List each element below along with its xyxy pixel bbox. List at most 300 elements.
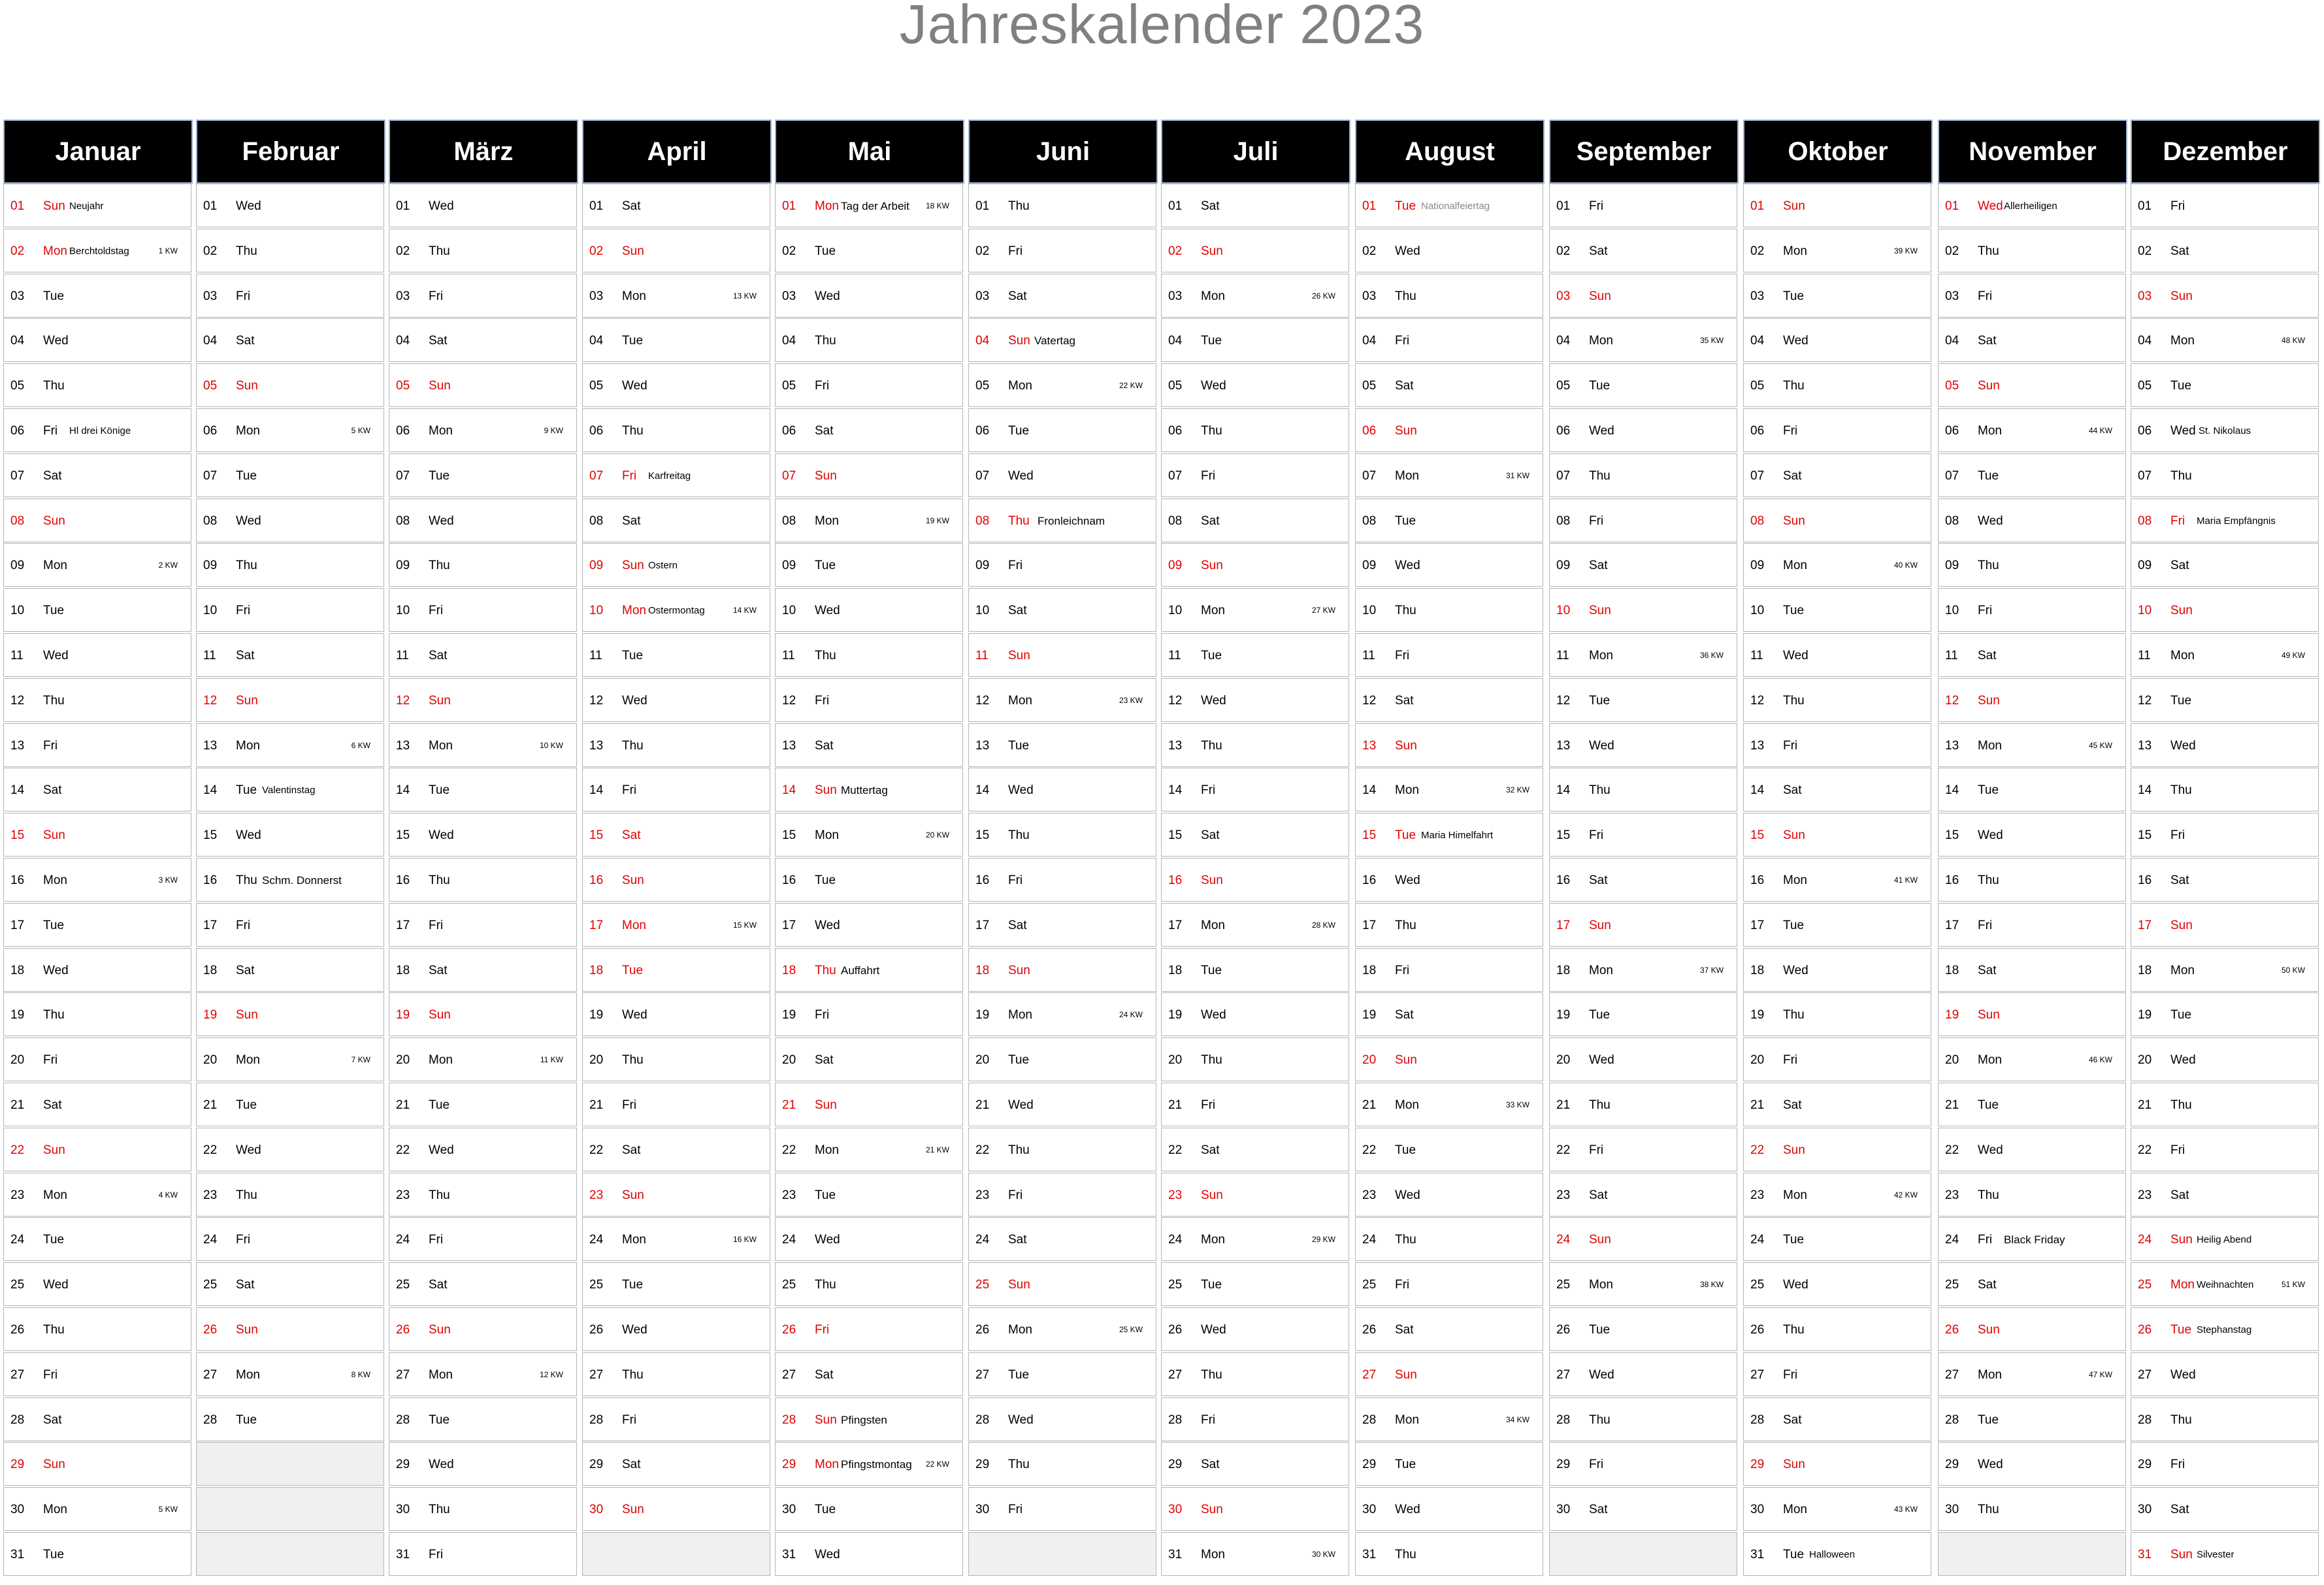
- day-cell[interactable]: [775, 633, 963, 677]
- day-cell[interactable]: [196, 678, 384, 722]
- day-cell[interactable]: [2131, 588, 2319, 632]
- day-cell[interactable]: [1743, 184, 1931, 227]
- day-cell[interactable]: [1355, 363, 1543, 407]
- day-cell[interactable]: [968, 678, 1156, 722]
- day-cell[interactable]: [1549, 408, 1737, 452]
- day-cell[interactable]: [3, 678, 191, 722]
- day-cell[interactable]: [2131, 1442, 2319, 1486]
- day-cell[interactable]: [1938, 453, 2126, 497]
- day-cell[interactable]: [1743, 768, 1931, 811]
- day-cell[interactable]: [1549, 543, 1737, 587]
- day-cell[interactable]: [2131, 1173, 2319, 1217]
- day-cell[interactable]: [3, 1128, 191, 1171]
- day-cell[interactable]: [582, 1083, 770, 1126]
- day-cell[interactable]: [775, 1217, 963, 1261]
- day-cell[interactable]: [775, 813, 963, 857]
- day-cell[interactable]: [1161, 948, 1349, 992]
- day-cell[interactable]: [582, 1397, 770, 1441]
- day-cell[interactable]: [2131, 1487, 2319, 1531]
- day-cell[interactable]: [3, 498, 191, 542]
- day-cell[interactable]: [582, 813, 770, 857]
- day-cell[interactable]: [775, 1532, 963, 1576]
- day-cell[interactable]: [1355, 813, 1543, 857]
- day-cell[interactable]: [389, 858, 577, 902]
- day-cell[interactable]: [1743, 363, 1931, 407]
- day-cell[interactable]: [2131, 408, 2319, 452]
- day-cell[interactable]: [1355, 948, 1543, 992]
- day-cell[interactable]: [1743, 408, 1931, 452]
- day-cell[interactable]: [1938, 1217, 2126, 1261]
- day-cell[interactable]: [196, 633, 384, 677]
- day-cell[interactable]: [1549, 813, 1737, 857]
- day-cell[interactable]: [389, 992, 577, 1036]
- day-cell[interactable]: [1743, 858, 1931, 902]
- day-cell[interactable]: [196, 1128, 384, 1171]
- day-cell[interactable]: [1355, 1307, 1543, 1351]
- day-cell[interactable]: [1743, 1487, 1931, 1531]
- day-cell[interactable]: [1743, 274, 1931, 318]
- day-cell[interactable]: [196, 768, 384, 811]
- day-cell[interactable]: [775, 1173, 963, 1217]
- day-cell[interactable]: [1938, 678, 2126, 722]
- day-cell[interactable]: [3, 363, 191, 407]
- day-cell[interactable]: [1549, 453, 1737, 497]
- day-cell[interactable]: [1938, 184, 2126, 227]
- day-cell[interactable]: [3, 948, 191, 992]
- day-cell[interactable]: [3, 1442, 191, 1486]
- day-cell[interactable]: [1161, 274, 1349, 318]
- day-cell[interactable]: [196, 1038, 384, 1081]
- day-cell[interactable]: [1743, 1217, 1931, 1261]
- day-cell[interactable]: [2131, 1128, 2319, 1171]
- day-cell[interactable]: [1938, 903, 2126, 947]
- day-cell[interactable]: [775, 992, 963, 1036]
- day-cell[interactable]: [1938, 408, 2126, 452]
- day-cell[interactable]: [1938, 723, 2126, 767]
- day-cell[interactable]: [389, 498, 577, 542]
- day-cell[interactable]: [389, 1083, 577, 1126]
- day-cell[interactable]: [196, 948, 384, 992]
- day-cell[interactable]: [582, 723, 770, 767]
- day-cell[interactable]: [582, 903, 770, 947]
- day-cell[interactable]: [196, 363, 384, 407]
- day-cell[interactable]: [1938, 274, 2126, 318]
- day-cell[interactable]: [1161, 229, 1349, 272]
- day-cell[interactable]: [775, 1307, 963, 1351]
- day-cell[interactable]: [3, 1038, 191, 1081]
- day-cell[interactable]: [1355, 1038, 1543, 1081]
- day-cell[interactable]: [389, 1532, 577, 1576]
- day-cell[interactable]: [582, 1038, 770, 1081]
- day-cell[interactable]: [196, 813, 384, 857]
- day-cell[interactable]: [196, 992, 384, 1036]
- day-cell[interactable]: [2131, 1217, 2319, 1261]
- day-cell[interactable]: [1743, 1397, 1931, 1441]
- day-cell[interactable]: [968, 948, 1156, 992]
- day-cell[interactable]: [968, 1307, 1156, 1351]
- day-cell[interactable]: [1549, 588, 1737, 632]
- day-cell[interactable]: [582, 1352, 770, 1396]
- day-cell[interactable]: [775, 1083, 963, 1126]
- day-cell[interactable]: [389, 633, 577, 677]
- day-cell[interactable]: [3, 184, 191, 227]
- day-cell[interactable]: [389, 948, 577, 992]
- day-cell[interactable]: [3, 588, 191, 632]
- day-cell[interactable]: [1938, 768, 2126, 811]
- day-cell[interactable]: [196, 903, 384, 947]
- day-cell[interactable]: [775, 184, 963, 227]
- day-cell[interactable]: [2131, 1083, 2319, 1126]
- day-cell[interactable]: [1549, 318, 1737, 362]
- day-cell[interactable]: [968, 453, 1156, 497]
- day-cell[interactable]: [1549, 184, 1737, 227]
- day-cell[interactable]: [1549, 1352, 1737, 1396]
- day-cell[interactable]: [1161, 992, 1349, 1036]
- day-cell[interactable]: [3, 1217, 191, 1261]
- day-cell[interactable]: [196, 543, 384, 587]
- day-cell[interactable]: [2131, 992, 2319, 1036]
- day-cell[interactable]: [1161, 1217, 1349, 1261]
- day-cell[interactable]: [775, 1038, 963, 1081]
- day-cell[interactable]: [3, 992, 191, 1036]
- day-cell[interactable]: [582, 1217, 770, 1261]
- day-cell[interactable]: [1161, 1262, 1349, 1306]
- day-cell[interactable]: [2131, 1038, 2319, 1081]
- day-cell[interactable]: [968, 1128, 1156, 1171]
- day-cell[interactable]: [2131, 1352, 2319, 1396]
- day-cell[interactable]: [2131, 723, 2319, 767]
- day-cell[interactable]: [1938, 1487, 2126, 1531]
- day-cell[interactable]: [1355, 588, 1543, 632]
- day-cell[interactable]: [196, 1083, 384, 1126]
- day-cell[interactable]: [1355, 1083, 1543, 1126]
- day-cell[interactable]: [775, 453, 963, 497]
- day-cell[interactable]: [968, 1352, 1156, 1396]
- day-cell[interactable]: [582, 1442, 770, 1486]
- day-cell[interactable]: [389, 723, 577, 767]
- day-cell[interactable]: [968, 1397, 1156, 1441]
- day-cell[interactable]: [1161, 318, 1349, 362]
- day-cell[interactable]: [1355, 1397, 1543, 1441]
- day-cell[interactable]: [1549, 1442, 1737, 1486]
- day-cell[interactable]: [968, 992, 1156, 1036]
- day-cell[interactable]: [582, 184, 770, 227]
- day-cell[interactable]: [1743, 633, 1931, 677]
- day-cell[interactable]: [968, 1083, 1156, 1126]
- day-cell[interactable]: [1549, 903, 1737, 947]
- day-cell[interactable]: [389, 1217, 577, 1261]
- day-cell[interactable]: [1161, 1083, 1349, 1126]
- day-cell[interactable]: [3, 723, 191, 767]
- day-cell[interactable]: [1355, 543, 1543, 587]
- day-cell[interactable]: [1549, 858, 1737, 902]
- day-cell[interactable]: [582, 274, 770, 318]
- day-cell[interactable]: [968, 1262, 1156, 1306]
- day-cell[interactable]: [582, 768, 770, 811]
- day-cell[interactable]: [1161, 184, 1349, 227]
- day-cell[interactable]: [1355, 318, 1543, 362]
- day-cell[interactable]: [968, 1038, 1156, 1081]
- day-cell[interactable]: [1355, 903, 1543, 947]
- day-cell[interactable]: [968, 633, 1156, 677]
- day-cell[interactable]: [196, 1352, 384, 1396]
- day-cell[interactable]: [1743, 723, 1931, 767]
- day-cell[interactable]: [1743, 1442, 1931, 1486]
- day-cell[interactable]: [775, 274, 963, 318]
- day-cell[interactable]: [1355, 678, 1543, 722]
- day-cell[interactable]: [2131, 903, 2319, 947]
- day-cell[interactable]: [1743, 1173, 1931, 1217]
- day-cell[interactable]: [775, 408, 963, 452]
- day-cell[interactable]: [1161, 1307, 1349, 1351]
- day-cell[interactable]: [389, 1173, 577, 1217]
- day-cell[interactable]: [582, 318, 770, 362]
- day-cell[interactable]: [2131, 813, 2319, 857]
- day-cell[interactable]: [3, 768, 191, 811]
- day-cell[interactable]: [1549, 1038, 1737, 1081]
- day-cell[interactable]: [3, 274, 191, 318]
- day-cell[interactable]: [775, 678, 963, 722]
- day-cell[interactable]: [1938, 588, 2126, 632]
- day-cell[interactable]: [1161, 408, 1349, 452]
- day-cell[interactable]: [1161, 588, 1349, 632]
- day-cell[interactable]: [2131, 453, 2319, 497]
- day-cell[interactable]: [1355, 498, 1543, 542]
- day-cell[interactable]: [2131, 543, 2319, 587]
- day-cell[interactable]: [389, 229, 577, 272]
- day-cell[interactable]: [1743, 1038, 1931, 1081]
- day-cell[interactable]: [968, 1173, 1156, 1217]
- day-cell[interactable]: [196, 1173, 384, 1217]
- day-cell[interactable]: [2131, 184, 2319, 227]
- day-cell[interactable]: [389, 453, 577, 497]
- day-cell[interactable]: [1549, 1083, 1737, 1126]
- day-cell[interactable]: [1938, 229, 2126, 272]
- day-cell[interactable]: [1743, 992, 1931, 1036]
- day-cell[interactable]: [2131, 678, 2319, 722]
- day-cell[interactable]: [1743, 1128, 1931, 1171]
- day-cell[interactable]: [582, 948, 770, 992]
- day-cell[interactable]: [1549, 678, 1737, 722]
- day-cell[interactable]: [582, 1173, 770, 1217]
- day-cell[interactable]: [1549, 633, 1737, 677]
- day-cell[interactable]: [2131, 1397, 2319, 1441]
- day-cell[interactable]: [1938, 1397, 2126, 1441]
- day-cell[interactable]: [1549, 768, 1737, 811]
- day-cell[interactable]: [1938, 633, 2126, 677]
- day-cell[interactable]: [3, 1352, 191, 1396]
- day-cell[interactable]: [1355, 633, 1543, 677]
- day-cell[interactable]: [1161, 1038, 1349, 1081]
- day-cell[interactable]: [1161, 1532, 1349, 1576]
- day-cell[interactable]: [1938, 1262, 2126, 1306]
- day-cell[interactable]: [1938, 858, 2126, 902]
- day-cell[interactable]: [1549, 1128, 1737, 1171]
- day-cell[interactable]: [1938, 363, 2126, 407]
- day-cell[interactable]: [968, 408, 1156, 452]
- day-cell[interactable]: [2131, 229, 2319, 272]
- day-cell[interactable]: [1161, 1397, 1349, 1441]
- day-cell[interactable]: [1161, 768, 1349, 811]
- day-cell[interactable]: [389, 1397, 577, 1441]
- day-cell[interactable]: [775, 1262, 963, 1306]
- day-cell[interactable]: [1355, 768, 1543, 811]
- day-cell[interactable]: [389, 1442, 577, 1486]
- day-cell[interactable]: [968, 903, 1156, 947]
- day-cell[interactable]: [3, 543, 191, 587]
- day-cell[interactable]: [1161, 858, 1349, 902]
- day-cell[interactable]: [968, 723, 1156, 767]
- day-cell[interactable]: [1938, 498, 2126, 542]
- day-cell[interactable]: [196, 274, 384, 318]
- day-cell[interactable]: [1161, 543, 1349, 587]
- day-cell[interactable]: [1355, 1262, 1543, 1306]
- day-cell[interactable]: [582, 363, 770, 407]
- day-cell[interactable]: [1355, 992, 1543, 1036]
- day-cell[interactable]: [3, 903, 191, 947]
- day-cell[interactable]: [1161, 1352, 1349, 1396]
- day-cell[interactable]: [196, 1397, 384, 1441]
- day-cell[interactable]: [2131, 1307, 2319, 1351]
- day-cell[interactable]: [3, 1173, 191, 1217]
- day-cell[interactable]: [775, 498, 963, 542]
- day-cell[interactable]: [2131, 363, 2319, 407]
- day-cell[interactable]: [1938, 1352, 2126, 1396]
- day-cell[interactable]: [1161, 1173, 1349, 1217]
- day-cell[interactable]: [1743, 903, 1931, 947]
- day-cell[interactable]: [1743, 1352, 1931, 1396]
- day-cell[interactable]: [389, 363, 577, 407]
- day-cell[interactable]: [1743, 678, 1931, 722]
- day-cell[interactable]: [2131, 633, 2319, 677]
- day-cell[interactable]: [389, 408, 577, 452]
- day-cell[interactable]: [1355, 723, 1543, 767]
- day-cell[interactable]: [775, 543, 963, 587]
- day-cell[interactable]: [1549, 948, 1737, 992]
- day-cell[interactable]: [2131, 274, 2319, 318]
- day-cell[interactable]: [1355, 1173, 1543, 1217]
- day-cell[interactable]: [1938, 318, 2126, 362]
- day-cell[interactable]: [1938, 948, 2126, 992]
- day-cell[interactable]: [775, 768, 963, 811]
- day-cell[interactable]: [1549, 1262, 1737, 1306]
- day-cell[interactable]: [3, 858, 191, 902]
- day-cell[interactable]: [3, 1307, 191, 1351]
- day-cell[interactable]: [1549, 1487, 1737, 1531]
- day-cell[interactable]: [775, 1397, 963, 1441]
- day-cell[interactable]: [582, 408, 770, 452]
- day-cell[interactable]: [389, 903, 577, 947]
- day-cell[interactable]: [1549, 498, 1737, 542]
- day-cell[interactable]: [389, 678, 577, 722]
- day-cell[interactable]: [1938, 1173, 2126, 1217]
- day-cell[interactable]: [389, 1128, 577, 1171]
- day-cell[interactable]: [2131, 948, 2319, 992]
- day-cell[interactable]: [582, 498, 770, 542]
- day-cell[interactable]: [775, 1352, 963, 1396]
- day-cell[interactable]: [1549, 363, 1737, 407]
- day-cell[interactable]: [3, 229, 191, 272]
- day-cell[interactable]: [582, 1128, 770, 1171]
- day-cell[interactable]: [1355, 858, 1543, 902]
- day-cell[interactable]: [582, 1307, 770, 1351]
- day-cell[interactable]: [196, 408, 384, 452]
- day-cell[interactable]: [3, 1083, 191, 1126]
- day-cell[interactable]: [3, 318, 191, 362]
- day-cell[interactable]: [775, 588, 963, 632]
- day-cell[interactable]: [1355, 274, 1543, 318]
- day-cell[interactable]: [389, 588, 577, 632]
- day-cell[interactable]: [1938, 1307, 2126, 1351]
- day-cell[interactable]: [3, 1397, 191, 1441]
- day-cell[interactable]: [1161, 453, 1349, 497]
- day-cell[interactable]: [2131, 858, 2319, 902]
- day-cell[interactable]: [1549, 1173, 1737, 1217]
- day-cell[interactable]: [196, 588, 384, 632]
- day-cell[interactable]: [582, 453, 770, 497]
- day-cell[interactable]: [1161, 1128, 1349, 1171]
- day-cell[interactable]: [1355, 1217, 1543, 1261]
- day-cell[interactable]: [389, 318, 577, 362]
- day-cell[interactable]: [1549, 274, 1737, 318]
- day-cell[interactable]: [3, 1532, 191, 1576]
- day-cell[interactable]: [775, 363, 963, 407]
- day-cell[interactable]: [582, 588, 770, 632]
- day-cell[interactable]: [968, 184, 1156, 227]
- day-cell[interactable]: [1743, 1262, 1931, 1306]
- day-cell[interactable]: [1355, 184, 1543, 227]
- day-cell[interactable]: [1743, 498, 1931, 542]
- day-cell[interactable]: [968, 1442, 1156, 1486]
- day-cell[interactable]: [968, 768, 1156, 811]
- day-cell[interactable]: [1161, 1487, 1349, 1531]
- day-cell[interactable]: [775, 858, 963, 902]
- day-cell[interactable]: [1938, 992, 2126, 1036]
- day-cell[interactable]: [196, 453, 384, 497]
- day-cell[interactable]: [1355, 1352, 1543, 1396]
- day-cell[interactable]: [1743, 543, 1931, 587]
- day-cell[interactable]: [1549, 723, 1737, 767]
- day-cell[interactable]: [775, 948, 963, 992]
- day-cell[interactable]: [582, 678, 770, 722]
- day-cell[interactable]: [1161, 813, 1349, 857]
- day-cell[interactable]: [775, 318, 963, 362]
- day-cell[interactable]: [389, 1262, 577, 1306]
- day-cell[interactable]: [196, 1307, 384, 1351]
- day-cell[interactable]: [1549, 992, 1737, 1036]
- day-cell[interactable]: [775, 229, 963, 272]
- day-cell[interactable]: [582, 992, 770, 1036]
- day-cell[interactable]: [1938, 1442, 2126, 1486]
- day-cell[interactable]: [1549, 229, 1737, 272]
- day-cell[interactable]: [968, 543, 1156, 587]
- day-cell[interactable]: [2131, 768, 2319, 811]
- day-cell[interactable]: [2131, 1262, 2319, 1306]
- day-cell[interactable]: [1743, 1307, 1931, 1351]
- day-cell[interactable]: [196, 858, 384, 902]
- day-cell[interactable]: [196, 1217, 384, 1261]
- day-cell[interactable]: [3, 813, 191, 857]
- day-cell[interactable]: [1743, 229, 1931, 272]
- day-cell[interactable]: [1355, 229, 1543, 272]
- day-cell[interactable]: [968, 1217, 1156, 1261]
- day-cell[interactable]: [1161, 1442, 1349, 1486]
- day-cell[interactable]: [1743, 1532, 1931, 1576]
- day-cell[interactable]: [196, 318, 384, 362]
- day-cell[interactable]: [196, 1262, 384, 1306]
- day-cell[interactable]: [2131, 1532, 2319, 1576]
- day-cell[interactable]: [389, 1487, 577, 1531]
